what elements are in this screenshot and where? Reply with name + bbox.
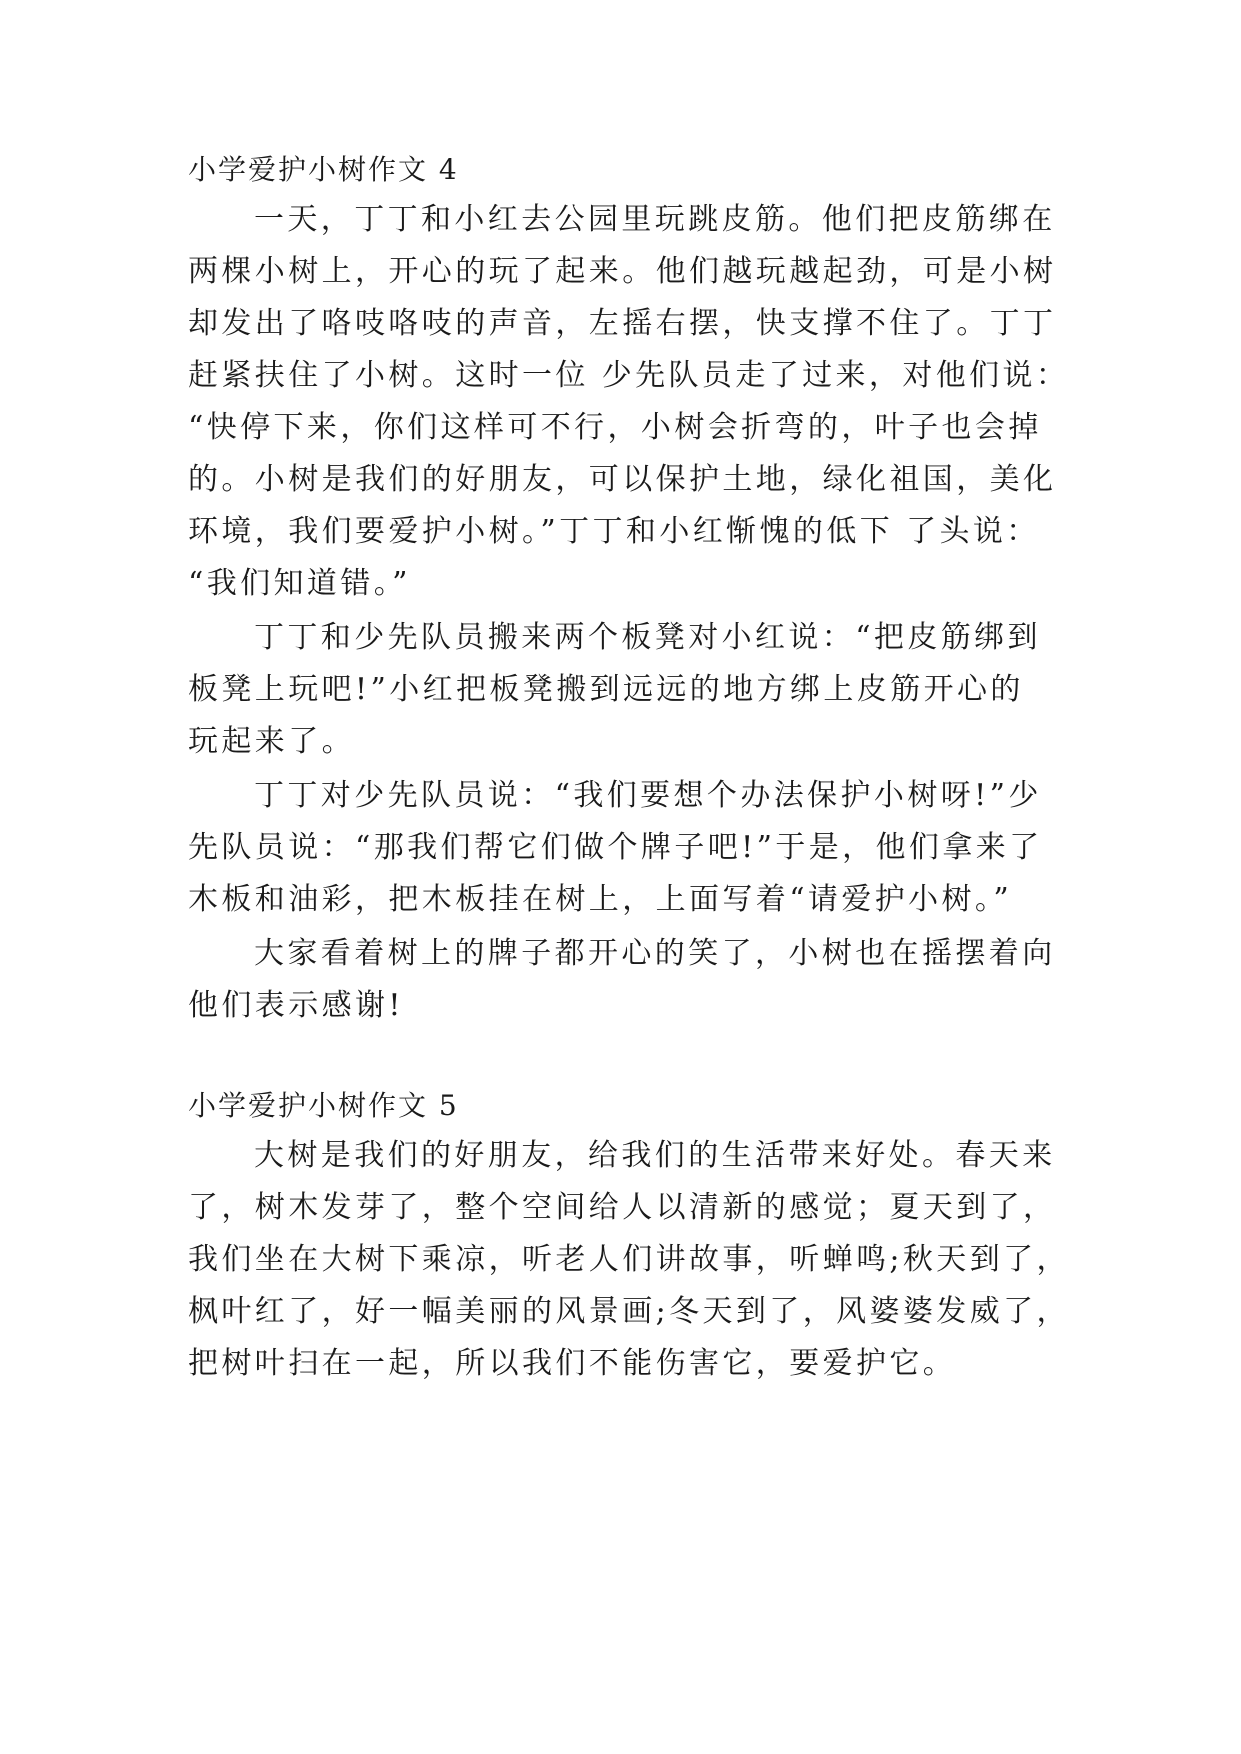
essay-4-title: 小学爱护小树作文 4 <box>188 153 459 186</box>
text-line: 了，树木发芽了，整个空间给人以清新的感觉；夏天到了， <box>188 1190 1057 1225</box>
text-line: 先队员说：“那我们帮它们做个牌子吧!”于是，他们拿来了 <box>188 830 1043 865</box>
essay-5-title: 小学爱护小树作文 5 <box>188 1089 459 1122</box>
text-line: 丁丁对少先队员说：“我们要想个办法保护小树呀!”少 <box>254 778 1042 813</box>
text-line: 丁丁和少先队员搬来两个板凳对小红说：“把皮筋绑到 <box>254 620 1041 655</box>
text-line: 我们坐在大树下乘凉，听老人们讲故事，听蝉鸣;秋天到了， <box>188 1242 1070 1277</box>
text-line: “快停下来，你们这样可不行，小树会折弯的，叶子也会掉 <box>188 410 1042 445</box>
text-line: 他们表示感谢! <box>188 988 404 1023</box>
text-line: 枫叶红了，好一幅美丽的风景画;冬天到了，风婆婆发威了， <box>188 1294 1070 1329</box>
text-line: 两棵小树上，开心的玩了起来。他们越玩越起劲，可是小树 <box>188 254 1057 289</box>
text-line: 的。小树是我们的好朋友，可以保护土地，绿化祖国，美化 <box>188 462 1057 497</box>
text-line: 赶紧扶住了小树。这时一位 少先队员走了过来，对他们说： <box>188 358 1070 393</box>
text-line: 却发出了咯吱咯吱的声音，左摇右摆，快支撑不住了。丁丁 <box>188 306 1057 341</box>
text-line: 板凳上玩吧!”小红把板凳搬到远远的地方绑上皮筋开心的 <box>188 672 1024 707</box>
text-line: 大家看着树上的牌子都开心的笑了，小树也在摇摆着向 <box>254 936 1056 971</box>
text-line: 把树叶扫在一起，所以我们不能伤害它，要爱护它。 <box>188 1346 957 1381</box>
text-line: 环境，我们要爱护小树。”丁丁和小红惭愧的低下 了头说： <box>188 514 1040 549</box>
text-line: 木板和油彩，把木板挂在树上，上面写着“请爱护小树。” <box>188 882 1013 917</box>
text-line: 玩起来了。 <box>188 724 355 759</box>
text-line: “我们知道错。” <box>188 566 411 601</box>
text-line: 大树是我们的好朋友，给我们的生活带来好处。春天来 <box>254 1138 1056 1173</box>
text-line: 一天，丁丁和小红去公园里玩跳皮筋。他们把皮筋绑在 <box>254 202 1056 237</box>
